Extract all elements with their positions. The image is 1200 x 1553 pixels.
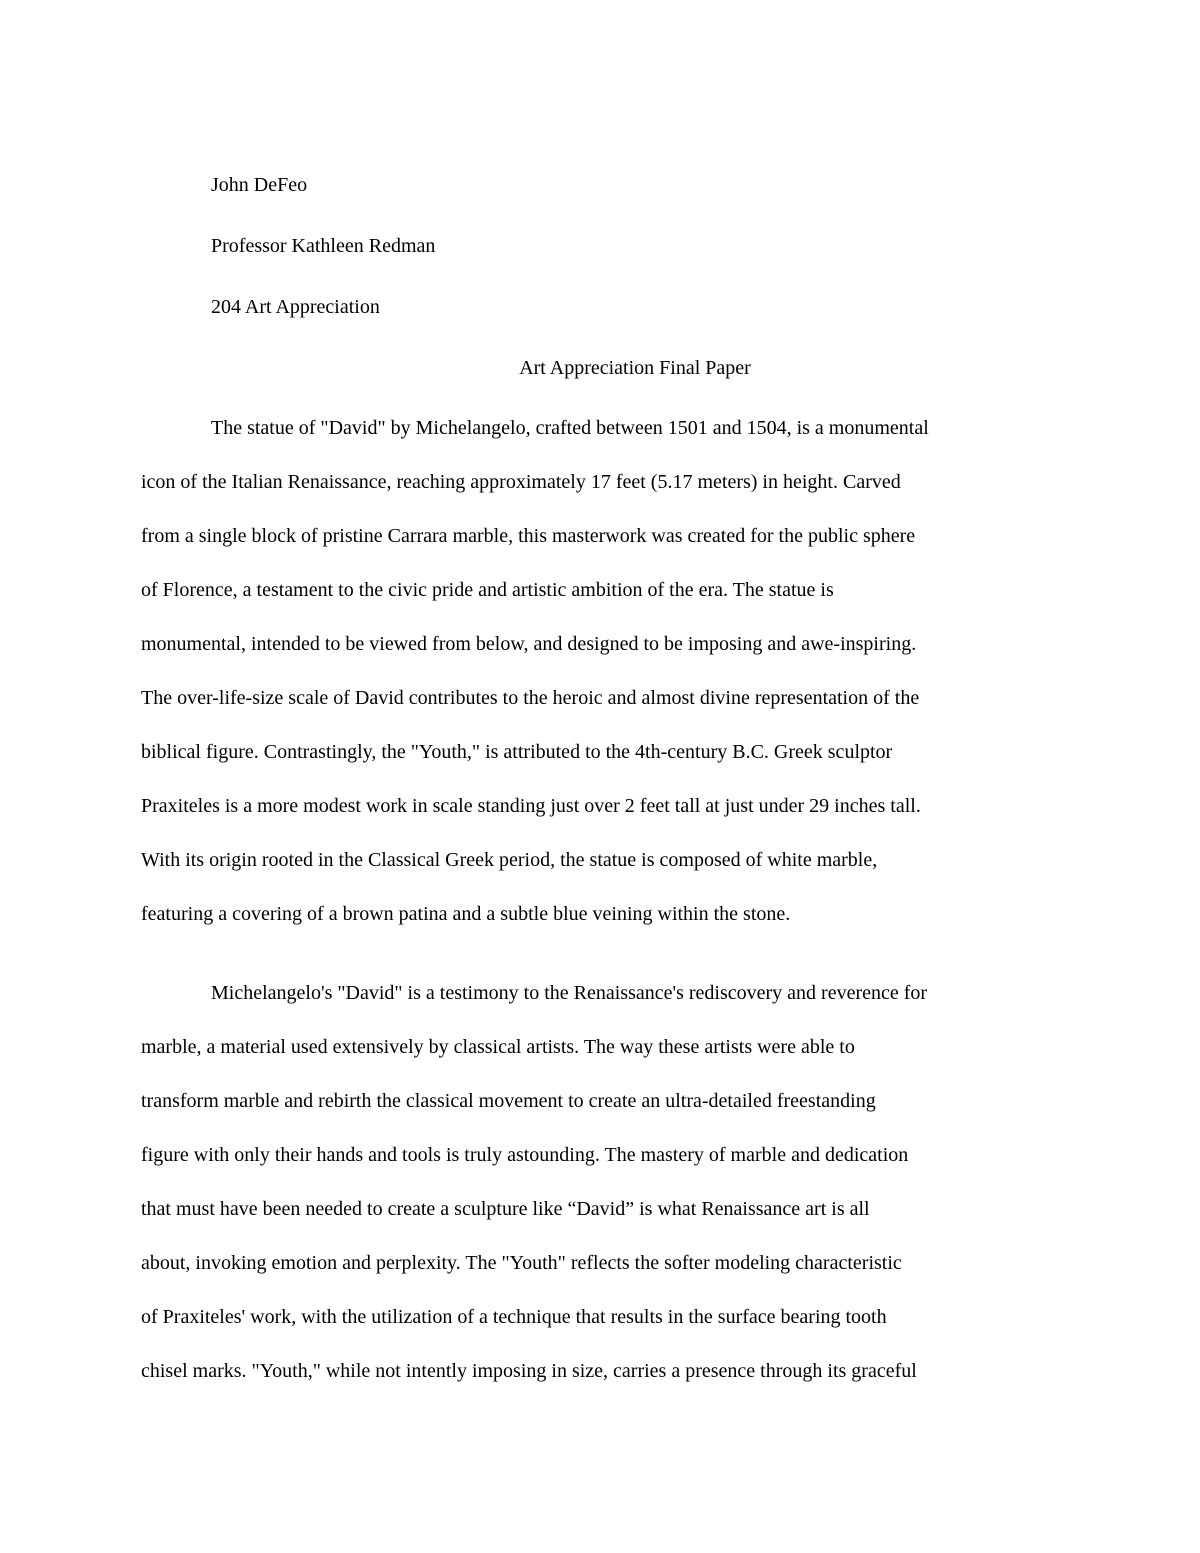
paragraph-line: The over-life-size scale of David contributes to the heroic and almost divine representation of the [141,687,920,709]
author-name: John DeFeo [211,174,308,196]
paragraph-line: marble, a material used extensively by classical artists. The way these artists were able to [141,1036,855,1058]
paragraph-line: of Florence, a testament to the civic pride and artistic ambition of the era. The statue is [141,579,834,601]
paragraph-line: about, invoking emotion and perplexity. The "Youth" reflects the softer modeling characteristic [141,1252,902,1274]
paragraph-line: figure with only their hands and tools is truly astounding. The mastery of marble and dedication [141,1144,909,1166]
paragraph-line: that must have been needed to create a sculpture like “David” is what Renaissance art is all [141,1198,870,1220]
paragraph-line: biblical figure. Contrastingly, the "Youth," is attributed to the 4th-century B.C. Greek sculptor [141,741,893,763]
paragraph-line: of Praxiteles' work, with the utilization of a technique that results in the surface bearing tooth [141,1306,887,1328]
paragraph-line: transform marble and rebirth the classical movement to create an ultra-detailed freestanding [141,1090,876,1112]
paragraph-line: Michelangelo's "David" is a testimony to the Renaissance's rediscovery and reverence for [211,982,928,1004]
paper-title: Art Appreciation Final Paper [519,357,751,379]
paragraph-line: featuring a covering of a brown patina and a subtle blue veining within the stone. [141,903,791,925]
paragraph-line: chisel marks. "Youth," while not intently imposing in size, carries a presence through its graceful [141,1360,917,1382]
paragraph-line: from a single block of pristine Carrara marble, this masterwork was created for the public sphere [141,525,916,547]
paragraph-line: The statue of "David" by Michelangelo, crafted between 1501 and 1504, is a monumental [211,417,929,439]
paragraph-line: icon of the Italian Renaissance, reaching approximately 17 feet (5.17 meters) in height. Carved [141,471,901,493]
paragraph-line: monumental, intended to be viewed from below, and designed to be imposing and awe-inspiring. [141,633,917,655]
course-name: 204 Art Appreciation [211,296,380,318]
paragraph-line: With its origin rooted in the Classical Greek period, the statue is composed of white marble, [141,849,878,871]
paragraph-line: Praxiteles is a more modest work in scale standing just over 2 feet tall at just under 29 inches tall. [141,795,921,817]
professor-name: Professor Kathleen Redman [211,235,436,257]
